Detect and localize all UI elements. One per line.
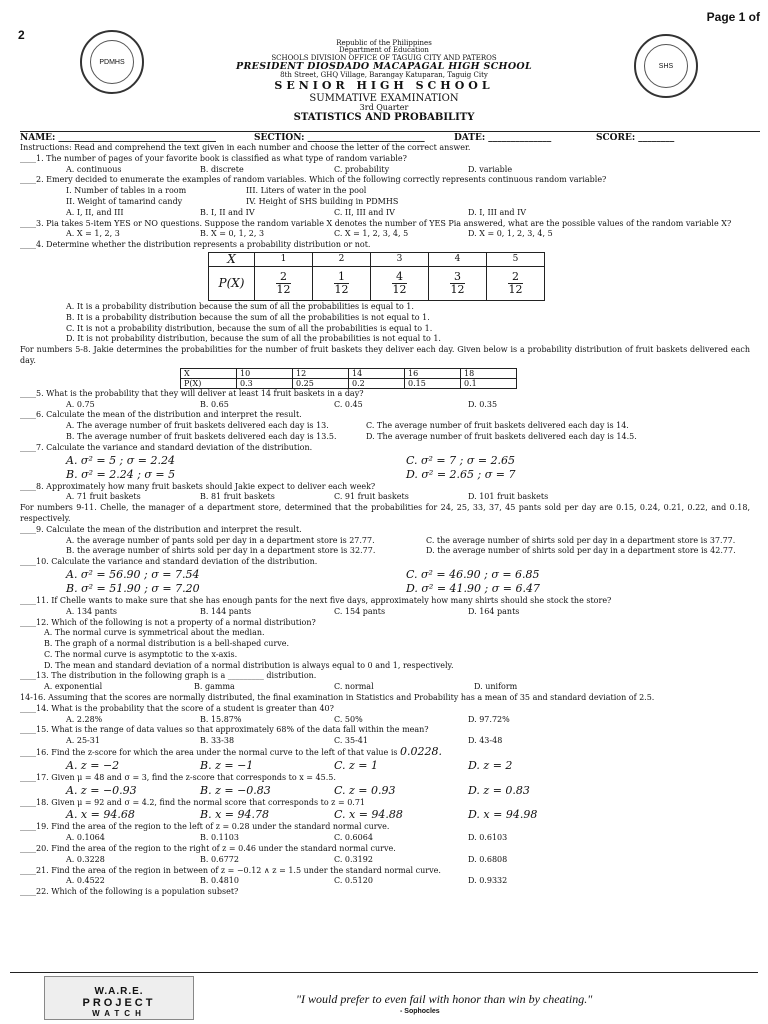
option-12b: B. The graph of a normal distribution is a bell-shaped curve. bbox=[44, 639, 290, 649]
option-4a: A. It is a probability distribution because the sum of all the probabilities is equal to 1. bbox=[66, 301, 414, 311]
option-12a: A. The normal curve is symmetrical about the median. bbox=[44, 628, 265, 638]
options-21: A. 0.4522 B. 0.4810 C. 0.5120 D. 0.9332 bbox=[66, 876, 508, 886]
options-13: A. exponential B. gamma C. normal D. uniform bbox=[44, 682, 518, 692]
document-header bbox=[0, 40, 768, 123]
option-4d: D. It is not probability distribution, because the sum of all the probabilities is not equal to 1. bbox=[66, 334, 441, 344]
probability-table-1: X 1 2 3 4 5 P(X) $\frac{2}{12}$ $\frac{1}{12}$ $\frac{4}{12}$ $\frac{3}{12}$ $\frac{2}{12}$ bbox=[208, 252, 545, 301]
options-8: A. 71 fruit baskets B. 81 fruit baskets C. 91 fruit baskets D. 101 fruit baskets bbox=[66, 492, 549, 502]
options-19: A. 0.1064 B. 0.1103 C. 0.6064 D. 0.6103 bbox=[66, 833, 508, 843]
question-15: ____15. What is the range of data values so that approximately 68% of the data fall within the mean? bbox=[20, 725, 429, 735]
options-9a: A. the average number of pants sold per day in a department store is 27.77. C. the average number of shirts sold per day in a department store is 37.77. bbox=[66, 535, 736, 545]
items-2b: II. Weight of tamarind candy IV. Height of SHS building in PDMHS bbox=[66, 196, 399, 206]
option-4c: C. It is not a probability distribution, because the sum of all the probabilities is equal to 1. bbox=[66, 323, 433, 333]
options-10b: B. σ² = 51.90 ; σ = 7.20 D. σ² = 41.90 ; σ = 6.47 bbox=[66, 581, 540, 595]
footer-quote: "I would prefer to even fail with honor than win by cheating." bbox=[296, 992, 593, 1006]
options-6a: A. The average number of fruit baskets delivered each day is 13. C. The average number of fruit baskets delivered each day is 14. bbox=[66, 421, 629, 431]
options-2: A. I, II, and III B. I, II and IV C. II, III and IV D. I, III and IV bbox=[66, 207, 527, 217]
options-20: A. 0.3228 B. 0.6772 C. 0.3192 D. 0.6808 bbox=[66, 854, 508, 864]
question-16: ____16. Find the z-score for which the area under the normal curve to the left of that value is 0.0228. bbox=[20, 745, 443, 759]
question-1: ____1. The number of pages of your favorite book is classified as what type of random variable? bbox=[20, 153, 407, 163]
options-16: A. z = −2 B. z = −1 C. z = 1 D. z = 2 bbox=[66, 758, 513, 772]
options-6b: B. The average number of fruit baskets delivered each day is 13.5. D. The average number of fruit baskets delivered each day is 14.5. bbox=[66, 431, 637, 441]
options-1: A. continuous B. discrete C. probability D. variable bbox=[66, 164, 513, 174]
exam-title: SUMMATIVE EXAMINATION bbox=[309, 92, 459, 104]
intro-9-11: For numbers 9-11. Chelle, the manager of a department store, determined that the probabilities for 24, 25, 33, 37, 45 pants sold per day are 0.15, 0.24, 0.21, 0.22, and 0.18, respectively. bbox=[20, 503, 750, 523]
exam-content bbox=[20, 143, 750, 898]
question-5: ____5. What is the probability that they will deliver at least 14 fruit baskets in a day? bbox=[20, 388, 364, 398]
date-field[interactable]: DATE: ______________ bbox=[454, 133, 552, 143]
options-10a: A. σ² = 56.90 ; σ = 7.54 C. σ² = 46.90 ; σ = 6.85 bbox=[66, 567, 540, 581]
question-2: ____2. Emery decided to enumerate the examples of random variables. Which of the following correctly represents continuous random variable? bbox=[20, 175, 607, 185]
question-7: ____7. Calculate the variance and standard deviation of the distribution. bbox=[20, 442, 313, 452]
option-4b: B. It is a probability distribution because the sum of all the probabilities is not equal to 1. bbox=[66, 312, 430, 322]
page-of-label: Page 1 of bbox=[706, 10, 760, 24]
question-9: ____9. Calculate the mean of the distribution and interpret the result. bbox=[20, 524, 302, 534]
options-17: A. z = −0.93 B. z = −0.83 C. z = 0.93 D. z = 0.83 bbox=[66, 783, 530, 797]
question-12: ____12. Which of the following is not a property of a normal distribution? bbox=[20, 617, 316, 627]
items-2: I. Number of tables in a room III. Liters of water in the pool bbox=[66, 186, 367, 196]
score-field[interactable]: SCORE: ________ bbox=[596, 133, 675, 143]
page-number: 2 bbox=[18, 28, 25, 42]
option-12c: C. The normal curve is asymptotic to the x-axis. bbox=[44, 649, 238, 659]
question-4: ____4. Determine whether the distribution represents a probability distribution or not. bbox=[20, 240, 371, 250]
options-18: A. x = 94.68 B. x = 94.78 C. x = 94.88 D. x = 94.98 bbox=[66, 808, 538, 822]
question-18: ____18. Given μ = 92 and σ = 4.2, find the normal score that corresponds to z = 0.71 bbox=[20, 797, 365, 807]
option-12d: D. The mean and standard deviation of a normal distribution is always equal to 0 and 1, respectively. bbox=[44, 660, 454, 670]
footer-divider bbox=[10, 972, 758, 973]
name-field[interactable]: NAME: ___________________________________ bbox=[20, 133, 216, 143]
republic-line: Republic of the Philippines bbox=[336, 39, 432, 47]
question-8: ____8. Approximately how many fruit baskets should Jakie expect to deliver each week? bbox=[20, 481, 376, 491]
school-address: 8th Street, GHQ Village, Barangay Katuparan, Taguig City bbox=[280, 71, 488, 79]
question-21: ____21. Find the area of the region in between of z = −0.12 ∧ z = 1.5 under the standard normal curve. bbox=[20, 865, 441, 875]
question-19: ____19. Find the area of the region to the left of z = 0.28 under the standard normal curve. bbox=[20, 822, 390, 832]
options-3: A. X = 1, 2, 3 B. X = 0, 1, 2, 3 C. X = 1, 2, 3, 4, 5 D. X = 0, 1, 2, 3, 4, 5 bbox=[66, 229, 553, 239]
subject-title: STATISTICS AND PROBABILITY bbox=[293, 111, 475, 123]
options-7b: B. σ² = 2.24 ; σ = 5 D. σ² = 2.65 ; σ = 7 bbox=[66, 467, 516, 481]
question-17: ____17. Given μ = 48 and σ = 3, find the z-score that corresponds to x = 45.5. bbox=[20, 772, 336, 782]
intro-14-16: 14-16. Assuming that the scores are normally distributed, the final examination in Statistics and Probability has a mean of 35 and standard deviation of 2.5. bbox=[20, 693, 655, 703]
instructions: Instructions: Read and comprehend the text given in each number and choose the letter of the correct answer. bbox=[20, 143, 471, 152]
options-7a: A. σ² = 5 ; σ = 2.24 C. σ² = 7 ; σ = 2.65 bbox=[66, 453, 516, 467]
quarter-label: 3rd Quarter bbox=[359, 103, 409, 113]
question-11: ____11. If Chelle wants to make sure that she has enough pants for the next five days, approximately how many shirts should she stock the store? bbox=[20, 595, 612, 605]
question-6: ____6. Calculate the mean of the distribution and interpret the result. bbox=[20, 410, 302, 420]
school-name: PRESIDENT DIOSDADO MACAPAGAL HIGH SCHOOL bbox=[236, 61, 532, 73]
question-22: ____22. Which of the following is a population subset? bbox=[20, 887, 239, 897]
department-line: Department of Education bbox=[339, 46, 429, 55]
section-field[interactable]: SECTION: __________________________ bbox=[254, 133, 425, 143]
question-14: ____14. What is the probability that the score of a student is greater than 40? bbox=[20, 703, 334, 713]
project-watch-logo: W.A.R.E. PROJECT WATCH bbox=[44, 976, 194, 1020]
quote-author: - Sophocles bbox=[400, 1008, 440, 1015]
division-line: SCHOOLS DIVISION OFFICE OF TAGUIG CITY AND PATEROS bbox=[271, 53, 497, 62]
question-20: ____20. Find the area of the region to the right of z = 0.46 under the standard normal curve. bbox=[20, 844, 396, 854]
student-info-line bbox=[20, 131, 760, 143]
question-3: ____3. Pia takes 5-item YES or NO questions. Suppose the random variable X denotes the number of YES Pia answered, what are the possible values of the random variable X? bbox=[20, 218, 732, 228]
options-5: A. 0.75 B. 0.65 C. 0.45 D. 0.35 bbox=[66, 399, 498, 409]
options-11: A. 134 pants B. 144 pants C. 154 pants D. 164 pants bbox=[66, 606, 520, 616]
shs-title: SENIOR HIGH SCHOOL bbox=[274, 79, 494, 93]
shs-seal-logo: SHS bbox=[634, 34, 698, 98]
school-seal-logo: PDMHS bbox=[80, 30, 144, 94]
options-9b: B. the average number of shirts sold per day in a department store is 32.77. D. the average number of shirts sold per day in a department store is 42.77. bbox=[66, 546, 736, 556]
intro-5-8: For numbers 5-8. Jakie determines the probabilities for the number of fruit baskets they deliver each day. Given below is a probability distribution of fruit baskets delivered each day. bbox=[20, 345, 750, 365]
probability-table-2: X 10 12 14 16 18 P(X) 0.3 0.25 0.2 0.15 0.1 bbox=[180, 368, 517, 389]
question-13: ____13. The distribution in the following graph is a _________ distribution. bbox=[20, 671, 317, 681]
options-14: A. 2.28% B. 15.87% C. 50% D. 97.72% bbox=[66, 714, 510, 724]
options-15: A. 25-31 B. 33-38 C. 35-41 D. 43-48 bbox=[66, 736, 503, 746]
question-10: ____10. Calculate the variance and standard deviation of the distribution. bbox=[20, 557, 318, 567]
